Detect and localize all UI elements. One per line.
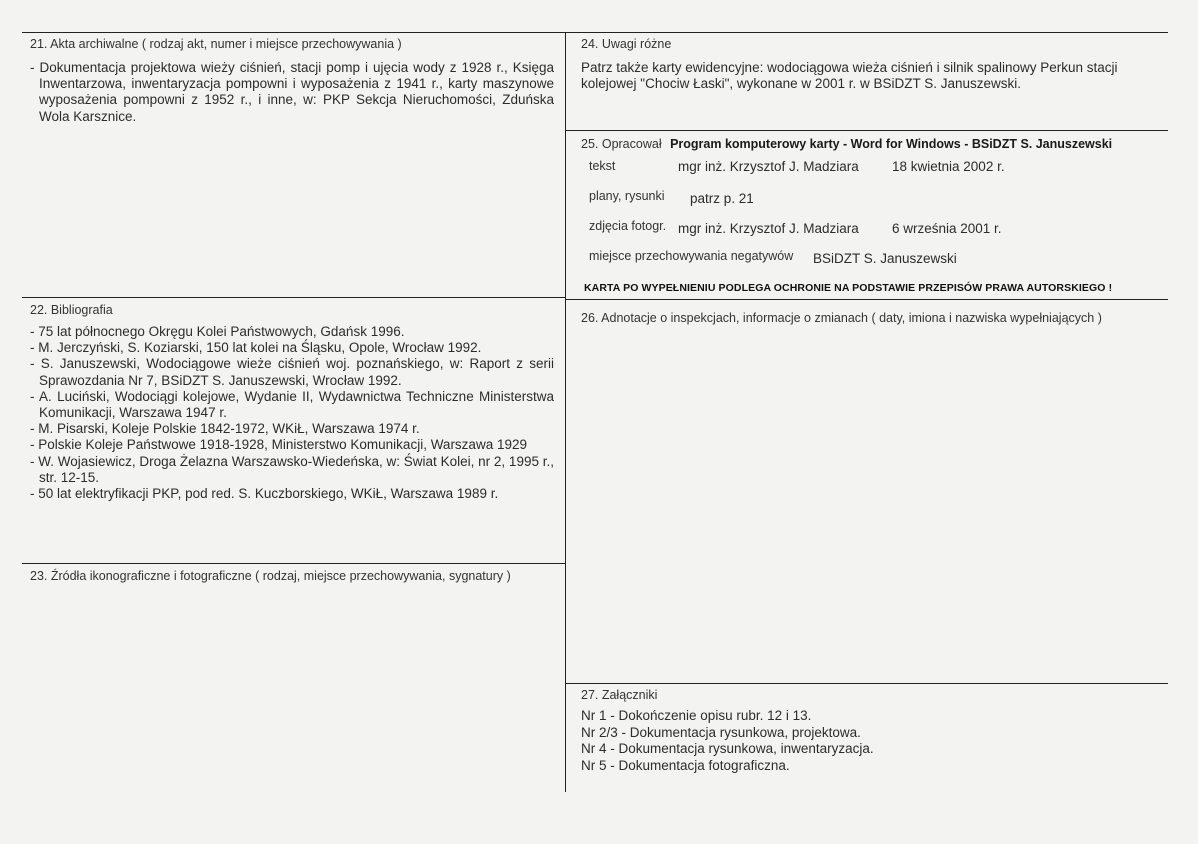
- section-25-program: Program komputerowy karty - Word for Windows - BSiDZT S. Januszewski: [670, 137, 1113, 151]
- section-23-header: 23. Źródła ikonograficzne i fotograficzne ( rodzaj, miejsce przechowywania, sygnatury ): [30, 569, 511, 583]
- section-25-header-row: [581, 135, 1112, 153]
- center-divider: [565, 32, 566, 792]
- tekst-row: [589, 157, 615, 175]
- section-21-text: - Dokumentacja projektowa wieży ciśnień, stacji pomp i ujęcia wody z 1928 r., Księga Inwentarzowa, inwentaryzacja pompowni i wyposażenia z 1941 r., karty maszynowe wyposażenia pompowni z 1952 r., i inne, w: PKP Sekcja Nieruchomości, Zduńska Wola Karsznice.: [30, 60, 554, 124]
- negatywy-value: BSiDZT S. Januszewski: [813, 251, 957, 266]
- section-26-header: 26. Adnotacje o inspekcjach, informacje o zmianach ( daty, imiona i nazwiska wypełniających ): [581, 311, 1102, 325]
- plany-label: plany, rysunki: [589, 189, 665, 203]
- tekst-date: 18 kwietnia 2002 r.: [892, 159, 1005, 174]
- section-22-bibliography: [30, 303, 554, 502]
- section-27-attachments: [581, 688, 1166, 774]
- list-item: - 50 lat elektryfikacji PKP, pod red. S. Kuczborskiego, WKiŁ, Warszawa 1989 r.: [30, 486, 499, 502]
- section-24-text: Patrz także karty ewidencyjne: wodociągowa wieża ciśnień i silnik spalinowy Perkun stacji kolejowej "Chociw Łaski", wykonane w 2001 r. w BSiDZT S. Januszewski.: [581, 60, 1118, 92]
- section-23-iconographic-sources: [30, 569, 554, 583]
- list-item: - A. Luciński, Wodociągi kolejowe, Wydanie II, Wydawnictwa Techniczne Ministerstwa Komunikacji, Warszawa 1947 r.: [30, 388, 554, 421]
- negatywy-label: miejsce przechowywania negatywów: [589, 249, 794, 263]
- plany-value: patrz p. 21: [690, 191, 754, 206]
- list-item: Nr 4 - Dokumentacja rysunkowa, inwentaryzacja.: [581, 741, 874, 756]
- list-item: - S. Januszewski, Wodociągowe wieże ciśnień woj. poznańskiego, w: Raport z serii Sprawozdania Nr 7, BSiDZT S. Januszewski, Wrocław 1992.: [30, 356, 554, 388]
- section-25-header-label: 25. Opracował: [581, 137, 662, 151]
- list-item: Nr 1 - Dokończenie opisu rubr. 12 i 13.: [581, 708, 812, 723]
- rule-22-23: [22, 563, 566, 564]
- list-item: - M. Pisarski, Koleje Polskie 1842-1972, WKiŁ, Warszawa 1974 r.: [30, 421, 420, 437]
- list-item: - M. Jerczyński, S. Koziarski, 150 lat kolei na Śląsku, Opole, Wrocław 1992.: [30, 340, 482, 356]
- section-21-archival-records: [30, 37, 554, 125]
- zdjecia-date: 6 września 2001 r.: [892, 221, 1002, 236]
- tekst-author: mgr inż. Krzysztof J. Madziara: [678, 159, 859, 174]
- list-item: - Polskie Koleje Państwowe 1918-1928, Ministerstwo Komunikacji, Warszawa 1929: [30, 437, 527, 453]
- list-item: Nr 2/3 - Dokumentacja rysunkowa, projektowa.: [581, 724, 861, 740]
- section-24-header: 24. Uwagi różne: [581, 37, 672, 51]
- copyright-warning: KARTA PO WYPEŁNIENIU PODLEGA OCHRONIE NA PODSTAWIE PRZEPISÓW PRAWA AUTORSKIEGO !: [584, 282, 1113, 294]
- list-item: - 75 lat północnego Okręgu Kolei Państwowych, Gdańsk 1996.: [30, 324, 405, 339]
- section-25-prepared-by: [581, 133, 1166, 297]
- section-27-header: 27. Załączniki: [581, 688, 658, 702]
- zdjecia-author: mgr inż. Krzysztof J. Madziara: [678, 221, 859, 236]
- list-item: - W. Wojasiewicz, Droga Żelazna Warszawsko-Wiedeńska, w: Świat Kolei, nr 2, 1995 r., str. 12-15.: [30, 453, 554, 485]
- top-rule: [22, 32, 1168, 33]
- zdjecia-label: zdjęcia fotogr.: [589, 219, 667, 233]
- rule-26-27: [565, 683, 1168, 684]
- rule-25-26: [565, 299, 1168, 300]
- rule-21-22: [22, 297, 566, 298]
- section-22-header: 22. Bibliografia: [30, 303, 113, 317]
- section-24-remarks: [581, 37, 1156, 92]
- tekst-label: tekst: [589, 159, 616, 173]
- bibliography-list: [30, 324, 554, 502]
- section-26-inspection-notes: [581, 311, 1166, 325]
- list-item: Nr 5 - Dokumentacja fotograficzna.: [581, 757, 790, 773]
- rule-24-25: [565, 130, 1168, 131]
- section-21-header: 21. Akta archiwalne ( rodzaj akt, numer i miejsce przechowywania ): [30, 37, 402, 51]
- attachments-list: [581, 708, 1166, 774]
